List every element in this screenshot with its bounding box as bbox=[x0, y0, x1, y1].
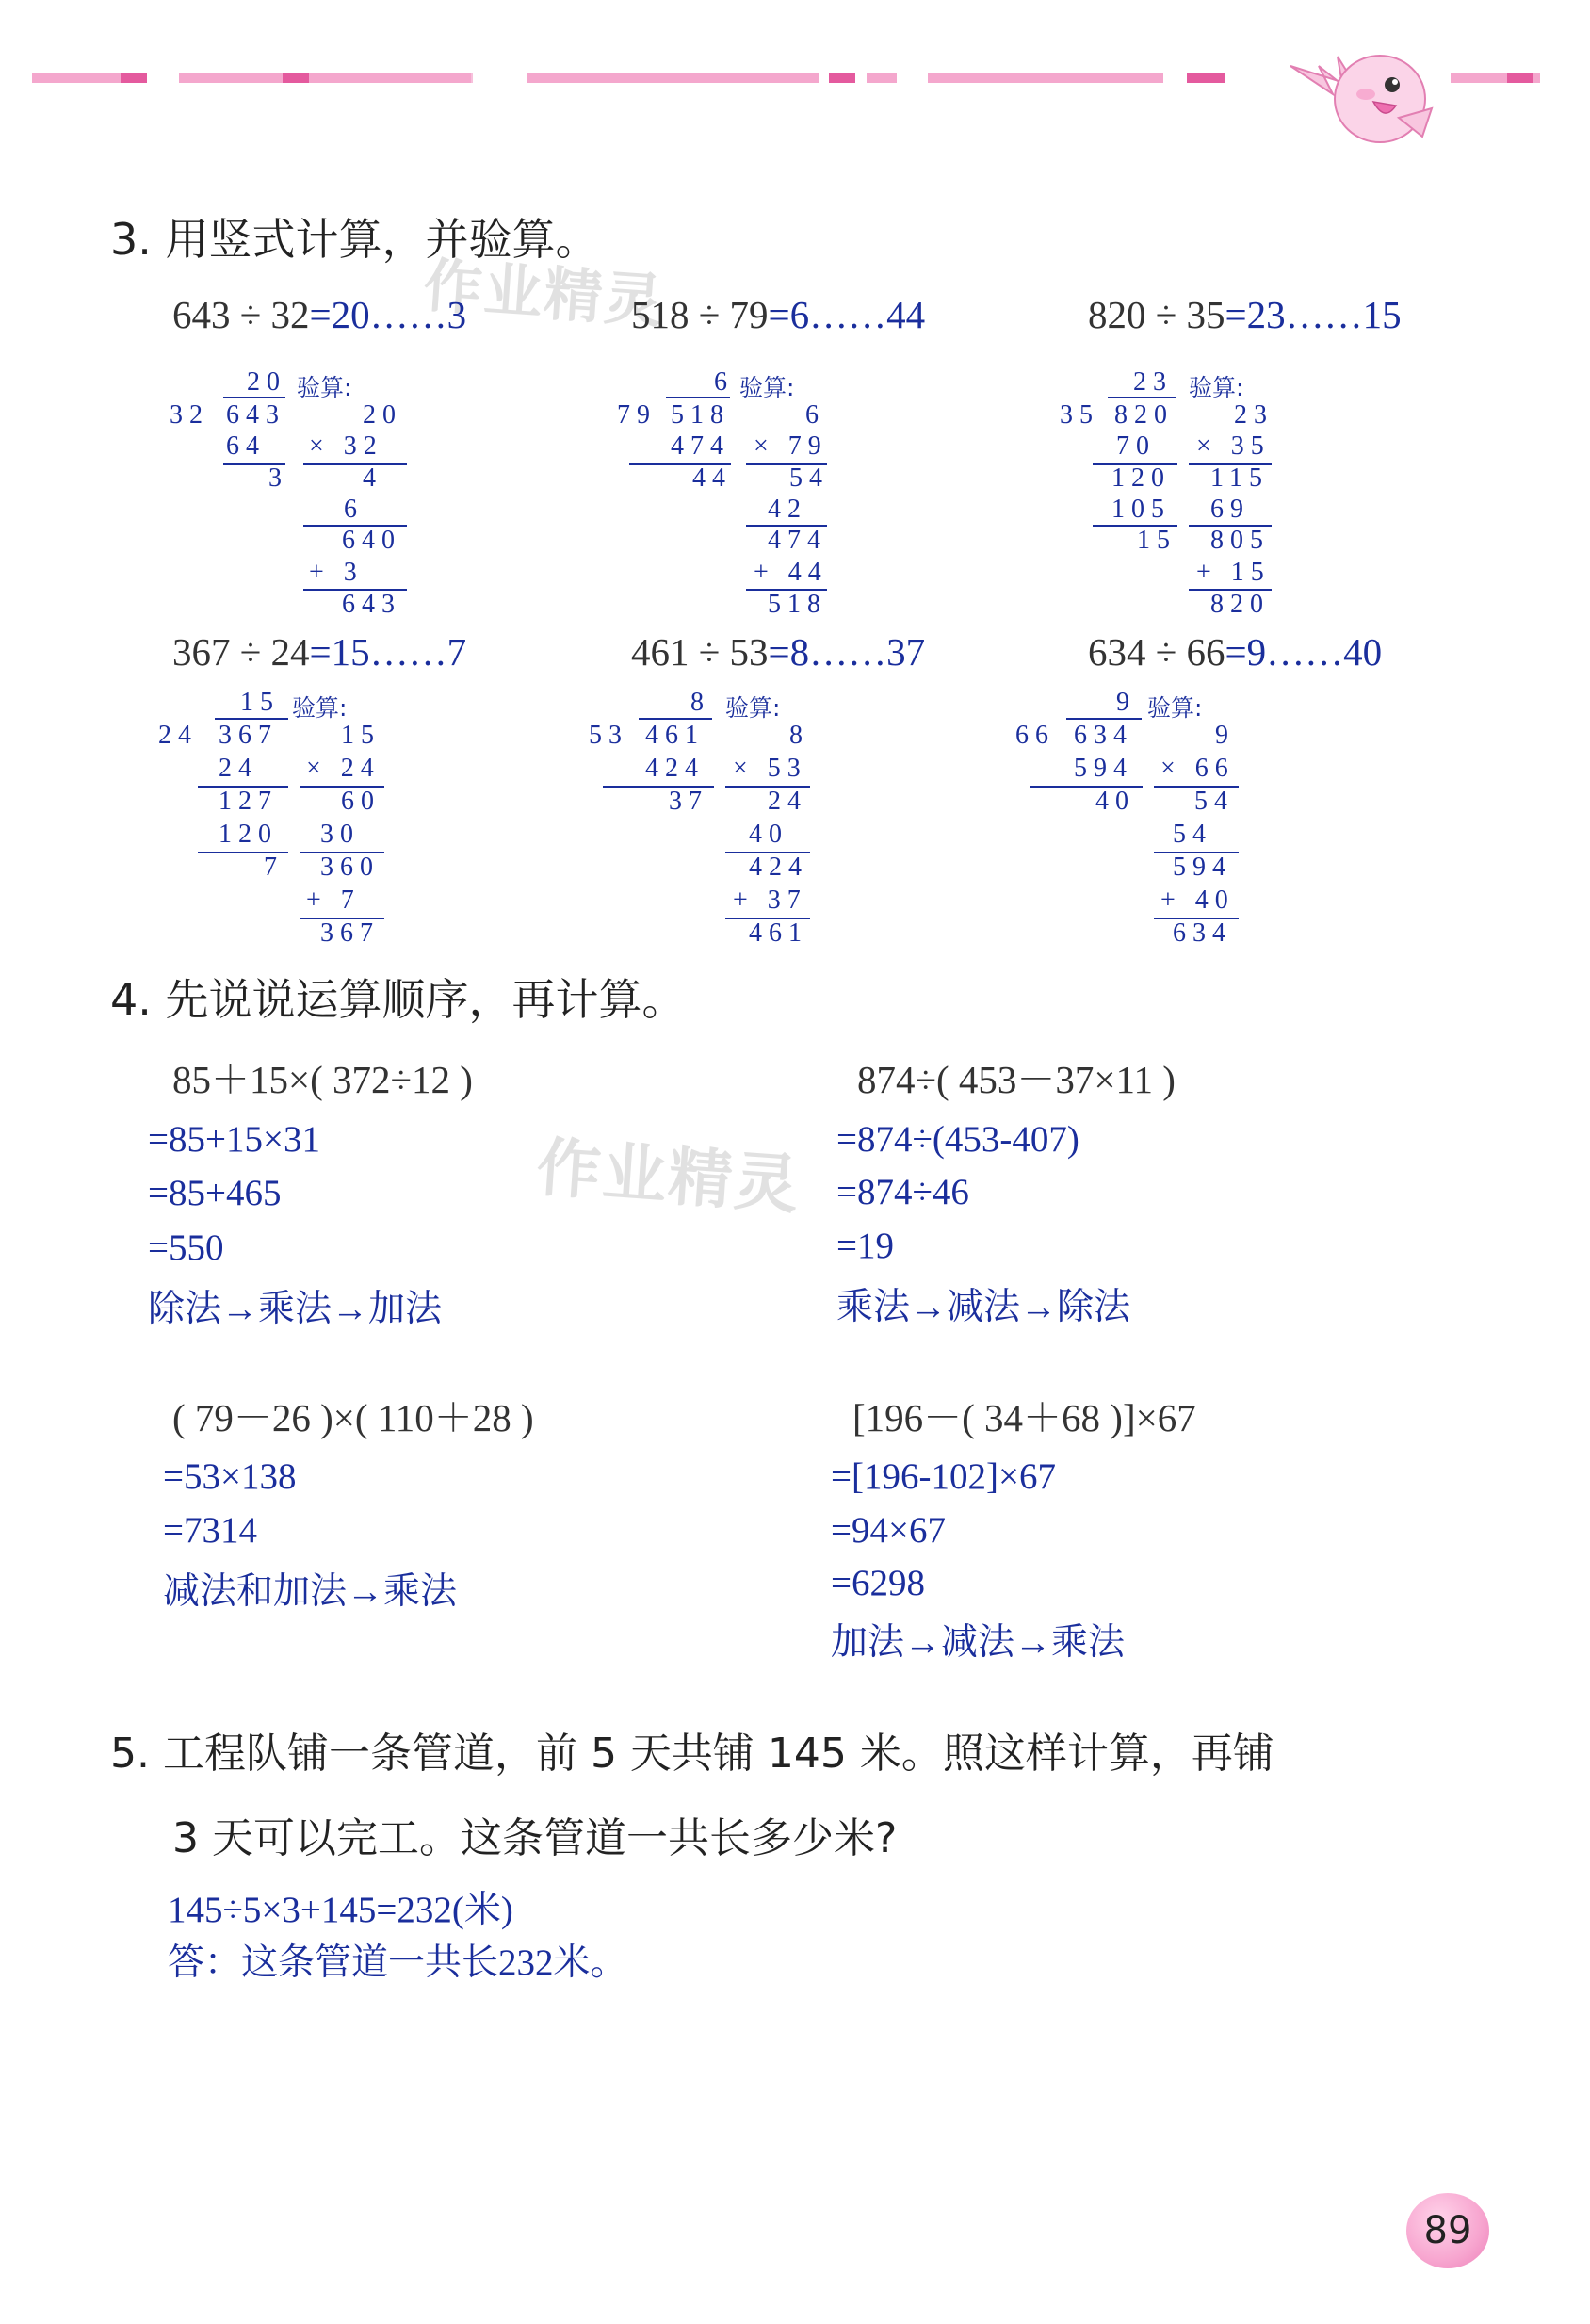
q3-problem-5: 461 ÷ 53=8……37 bbox=[631, 630, 926, 674]
bird-icon bbox=[1281, 28, 1441, 160]
q3-title: 3. 用竖式计算，并验算。 bbox=[110, 214, 599, 265]
watermark-2: 作业精灵 bbox=[534, 1130, 803, 1224]
q4-item-2-line: =874÷(453-407) bbox=[836, 1119, 1079, 1160]
q5-question-line-2: 3 天可以完工。这条管道一共长多少米? bbox=[172, 1814, 898, 1862]
q3-problem-4: 367 ÷ 24=15……7 bbox=[172, 630, 467, 674]
q5-question-line-1: 5. 工程队铺一条管道，前 5 天共铺 145 米。照这样计算，再铺 bbox=[110, 1730, 1274, 1778]
q4-item-2-line: =19 bbox=[836, 1226, 894, 1266]
q4-item-3-line: =7314 bbox=[163, 1510, 257, 1551]
q5-answer-line: 答：这条管道一共长232米。 bbox=[168, 1942, 627, 1983]
q4-item-4-line: =94×67 bbox=[831, 1510, 946, 1551]
watermark: 作业精灵 bbox=[421, 251, 667, 336]
q4-item-2-line: 乘法→减法→除法 bbox=[836, 1287, 1131, 1327]
q4-item-1-line: =85+15×31 bbox=[148, 1119, 320, 1160]
q4-item-3-line: =53×138 bbox=[163, 1456, 297, 1497]
q4-item-4-line: 加法→减法→乘法 bbox=[831, 1622, 1126, 1663]
q3-problem-1: 643 ÷ 32=20……3 bbox=[172, 293, 467, 336]
q4-item-4-line: =[196-102]×67 bbox=[831, 1456, 1056, 1497]
q3-problem-3: 820 ÷ 35=23……15 bbox=[1088, 293, 1402, 336]
q4-title: 4. 先说说运算顺序，再计算。 bbox=[110, 974, 686, 1025]
q4-item-3-expr: ( 79－26 )×( 110＋28 ) bbox=[172, 1396, 534, 1439]
q4-item-1-expr: 85＋15×( 372÷12 ) bbox=[172, 1058, 473, 1101]
q4-item-1-line: =85+465 bbox=[148, 1173, 282, 1213]
q4-item-1-line: =550 bbox=[148, 1227, 224, 1268]
page-number: 89 bbox=[1406, 2193, 1489, 2268]
q3-problem-2: 518 ÷ 79=6……44 bbox=[631, 293, 926, 336]
q4-item-2-line: =874÷46 bbox=[836, 1172, 969, 1212]
q4-item-4-line: =6298 bbox=[831, 1563, 925, 1603]
q4-item-3-line: 减法和加法→乘法 bbox=[163, 1571, 458, 1612]
q5-answer-line: 145÷5×3+145=232(米) bbox=[168, 1890, 513, 1930]
q4-item-4-expr: [196－( 34＋68 )]×67 bbox=[852, 1396, 1196, 1439]
q4-item-2-expr: 874÷( 453－37×11 ) bbox=[857, 1058, 1176, 1101]
q3-problem-6: 634 ÷ 66=9……40 bbox=[1088, 630, 1383, 674]
q4-item-1-line: 除法→乘法→加法 bbox=[148, 1289, 443, 1329]
